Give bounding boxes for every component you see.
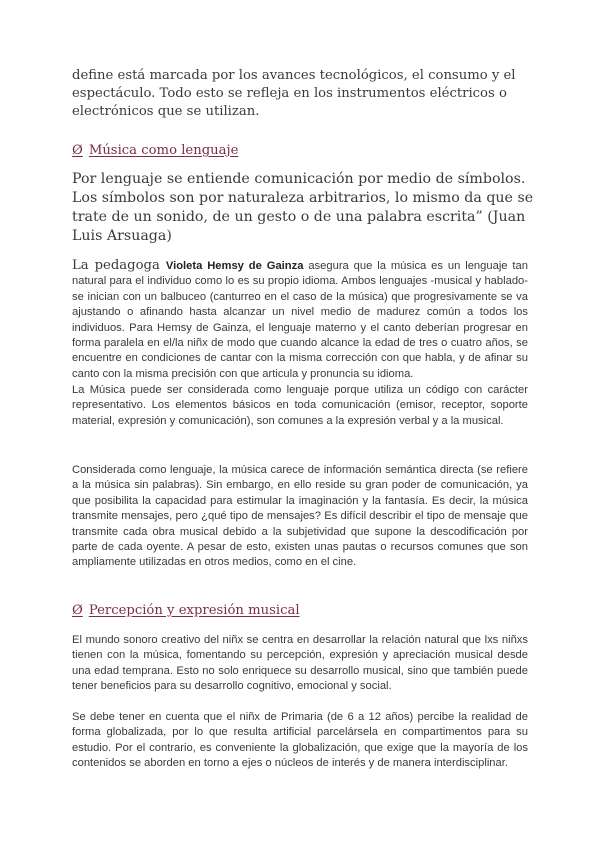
arrow-bullet-icon: Ø — [72, 603, 83, 618]
paragraph-primaria: Se debe tener en cuenta que el niñx de Primaria (de 6 a 12 años) percibe la realidad de forma globalizada, por lo que resulta artificial parcelársela en compartimentos para su estudio. Por el contrario, es conveniente la globalización, que exige que la mayoría de los contenidos se aborden en torno a ejes o núcleos de interés y de manera interdisciplinar. — [72, 711, 528, 770]
section-heading-percepcion — [72, 603, 300, 618]
paragraph-lead: La pedagoga — [72, 258, 166, 273]
author-name: Violeta Hemsy de Gainza — [165, 260, 304, 272]
section-title: Percepción y expresión musical — [88, 603, 300, 618]
paragraph-codigo: La Música puede ser considerada como lenguaje porque utiliza un código con carácter representativo. Los elementos básicos en toda comunicación (emisor, receptor, soporte material, expresión y comunicación), son comunes a la expresión verbal y a la musical. — [72, 384, 528, 427]
paragraph-mundo-sonoro: El mundo sonoro creativo del niñx se centra en desarrollar la relación natural que lxs niñxs tienen con la música, fomentando su percepción, expresión y apreciación musical desde una edad temprana. Esto no solo enriquece su desarrollo musical, sino que también puede tener beneficios para su desarrollo cognitivo, emocional y social. — [72, 634, 528, 693]
paragraph-body: asegura que la música es un lenguaje tan natural para el individuo como lo es su propio idioma. Ambos lenguajes -musical y hablado- se inician con un balbuceo (canturreo en el caso de la música) que progresivamente se va ajustando o afinando hasta alcanzar un nivel medio de madurez común a todos los individuos. Para Hemsy de Gainza, el lenguaje materno y el canto deberían progresar en forma paralela en el/la niñx de modo que cuando alcance la edad de tres o cuatro años, se encuentre en condiciones de cantar con la misma corrección con que habla, y de afinar su canto con la misma precisión con que articula y pronuncia su idioma. — [72, 260, 528, 380]
section-title: Música como lenguaje — [88, 143, 239, 158]
quote-paragraph: Por lenguaje se entiende comunicación por medio de símbolos. Los símbolos son por naturaleza arbitrarios, lo mismo da que se trate de un sonido, de un gesto o de una palabra escrita” (Juan Luis Arsuaga) — [72, 171, 534, 244]
paragraph-semantica: Considerada como lenguaje, la música carece de información semántica directa (se refiere a la música sin palabras). Sin embargo, en ello reside su gran poder de comunicación, ya que posibilita la capacidad para estimular la imaginación y la fantasía. Es decir, la música transmite mensajes, pero ¿qué tipo de mensajes? Es difícil describir el tipo de mensaje que transmite cada obra musical debido a la subjetividad que supone la descodificación por parte de cada oyente. A pesar de esto, existen unas pautas o recursos comunes que son ampliamente utilizadas en otros medios, como en el cine. — [72, 464, 528, 569]
section-heading-musica-como-lenguaje — [72, 143, 238, 158]
arrow-bullet-icon: Ø — [72, 143, 83, 158]
intro-paragraph: define está marcada por los avances tecnológicos, el consumo y el espectáculo. Todo esto se refleja en los instrumentos eléctricos o electrónicos que se utilizan. — [72, 68, 516, 119]
paragraph-gainza — [72, 258, 528, 382]
